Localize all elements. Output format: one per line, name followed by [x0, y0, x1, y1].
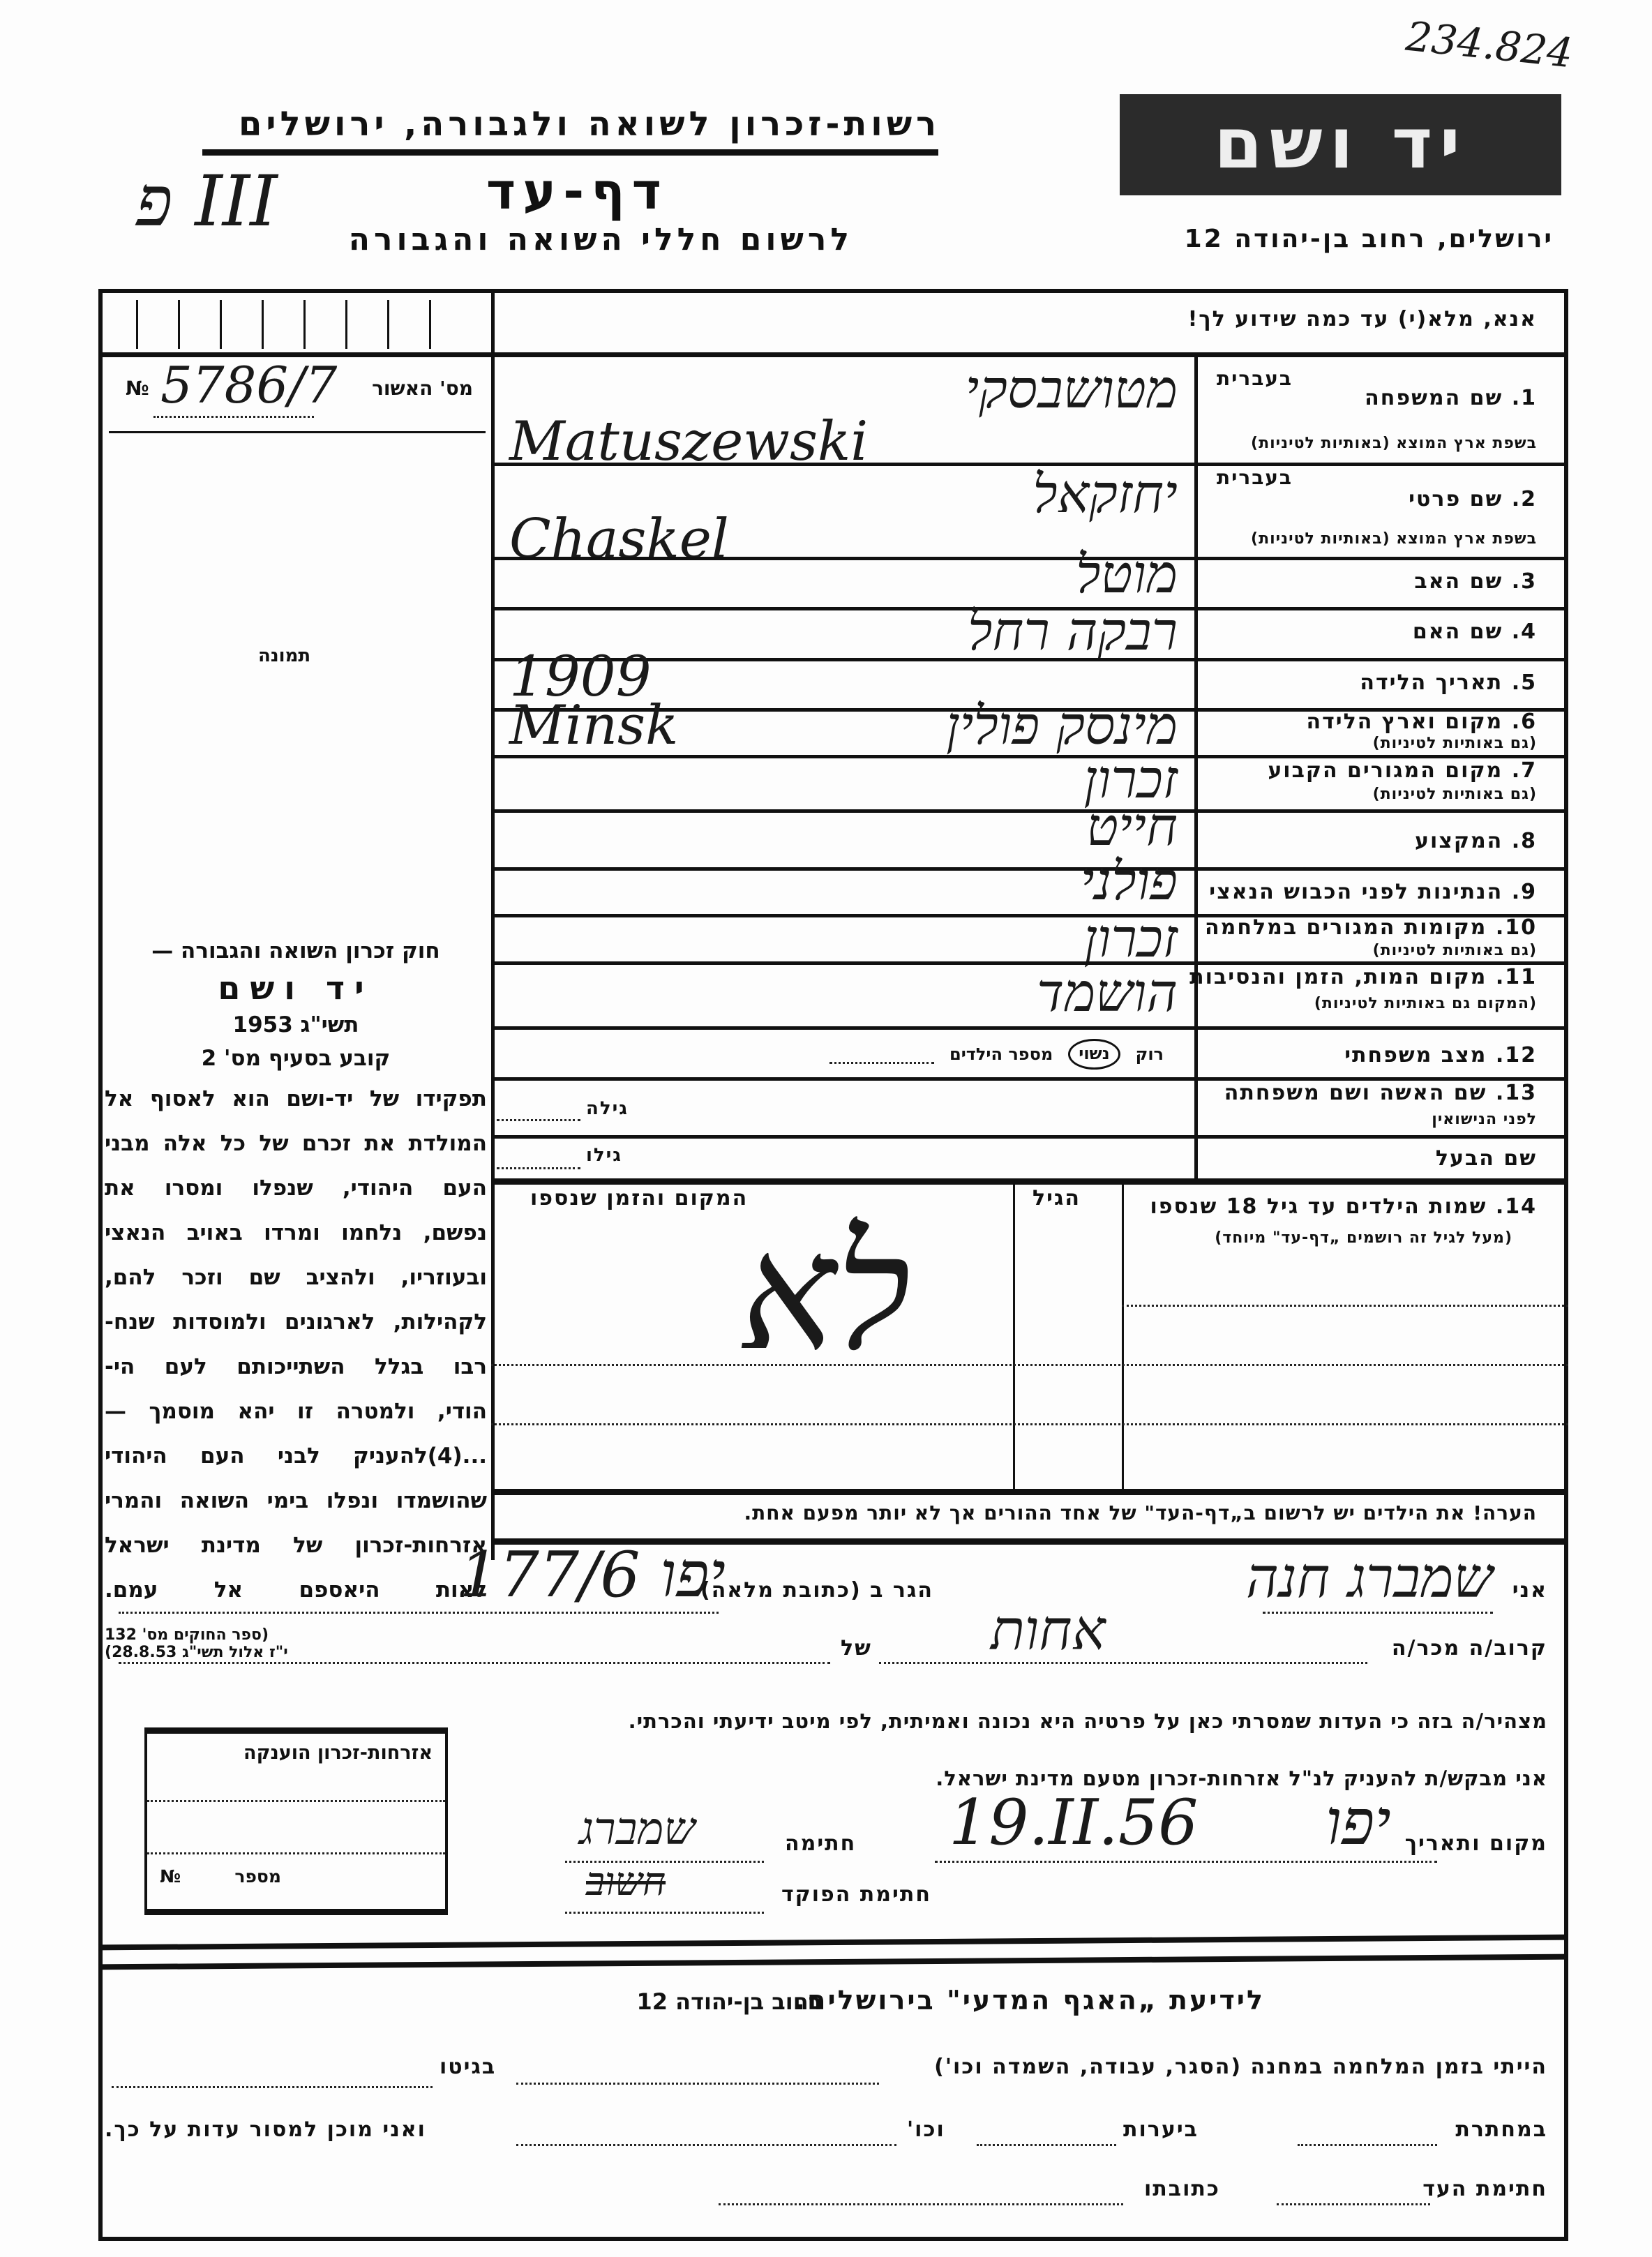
col-age: הגיל — [1032, 1186, 1081, 1210]
field-label — [1436, 1146, 1537, 1171]
field-label-text: מקום המגורים הקבוע — [1268, 758, 1503, 783]
relation-label: קרוב/ה מכר/ה — [1391, 1636, 1547, 1660]
header-address: ירושלים, רחוב בן-יהודה 12 — [1184, 225, 1554, 253]
page-subtitle: לרשום חללי השואה והגבורה — [348, 222, 853, 257]
field-label-text: שם הבעל — [1435, 1146, 1537, 1171]
law-name: יד ושם — [218, 969, 374, 1007]
witness-signature-underline — [1277, 2203, 1430, 2205]
date-value: 19.II.56 — [949, 1786, 1199, 1859]
field-value-hebrew: פולני — [1080, 850, 1178, 912]
camp-label: הייתי בזמן המלחמה במחנה (הסגר, עבודה, השמדה וכו') — [934, 2055, 1547, 2079]
i-label: אני — [1512, 1578, 1547, 1603]
witness-signature-label: חתימת העד — [1422, 2177, 1547, 2201]
field-label-text: מקום המות, הזמן והנסיבות — [1189, 965, 1487, 989]
etc-underline — [516, 2144, 896, 2146]
children-count-line — [829, 1044, 934, 1064]
field-value-latin: Minsk — [509, 694, 679, 757]
underground-underline — [1298, 2144, 1437, 2146]
field-sub-label: בשפת ארץ המוצא (באותיות לטיניות) — [1251, 435, 1537, 452]
hebrew-tag: בעברית — [1216, 367, 1293, 390]
field-row-rule — [491, 1026, 1568, 1030]
witness-address-label: כתובתו — [1144, 2177, 1220, 2201]
field-label — [1189, 965, 1537, 989]
field-value-hebrew: 1909 — [509, 644, 652, 709]
law-section: קובע בסעיף מס' 2 — [201, 1046, 391, 1071]
bottom-address: רחוב בן-יהודה 12 — [636, 1988, 822, 2015]
place-date-label: מקום ותאריך — [1404, 1831, 1547, 1856]
law-line: ...(4)להעניק לבני העם היהודי — [105, 1444, 487, 1469]
field-row-rule — [491, 1135, 1568, 1139]
law-line: לקהילות, לארגונים ולמוסדות שנח- — [105, 1310, 487, 1335]
approval-underline — [153, 416, 314, 418]
field-label-text: שם האשה ושם משפחתה — [1224, 1081, 1487, 1105]
field-label-text: שם האם — [1412, 620, 1503, 644]
signature-label: חתימה — [785, 1831, 857, 1856]
marital-option: רוק — [1135, 1044, 1164, 1064]
relation-value: אחות — [991, 1598, 1106, 1663]
age-underline — [497, 1167, 580, 1169]
hebrew-tag: בעברית — [1216, 466, 1293, 489]
child-row-line — [1122, 1305, 1568, 1307]
children-handwritten: לא — [739, 1200, 911, 1386]
child-row-line — [491, 1364, 1568, 1366]
officer-label: חתימת הפוקד — [781, 1882, 931, 1907]
field-value-hebrew: חייט — [1086, 795, 1178, 857]
archive-number: 234.824 — [1404, 12, 1575, 77]
logo-text: יד ושם — [1214, 103, 1467, 184]
field-row-rule — [491, 557, 1568, 560]
field-number: 3. — [1511, 569, 1537, 594]
approval-no-sign: № — [126, 377, 149, 400]
forests-label: ביערות — [1123, 2117, 1199, 2142]
law-title: חוק זכרון השואה והגבורה — — [151, 938, 440, 963]
field-label — [1205, 915, 1537, 940]
child-row-line — [491, 1423, 1568, 1425]
field-sub-label: (גם באותיות לטיניות) — [1372, 942, 1537, 959]
label-column-divider — [1194, 352, 1198, 1178]
law-line: הודי, ולמטרה זו יהא מוסמך — — [105, 1399, 487, 1424]
field-label-text: מצב משפחתי — [1344, 1043, 1487, 1067]
law-source-2: י"ז אלול תשי"ג 28.8.53) — [105, 1644, 288, 1661]
field-value-latin: Chaskel — [509, 508, 729, 571]
field-label — [1415, 829, 1537, 853]
officer-signature: חשוב — [586, 1859, 666, 1905]
field-number: 2. — [1511, 487, 1537, 511]
residing-label: הגר ב (כתובת מלאה) — [700, 1578, 933, 1603]
field-sub-label: (גם באותיות לטיניות) — [1372, 786, 1537, 803]
field-label — [1209, 880, 1537, 904]
ghetto-underline — [112, 2086, 433, 2088]
field-label-text: מקומות המגורים במלחמה — [1205, 915, 1487, 940]
etc-label: וכו' — [907, 2117, 945, 2142]
field-label — [1413, 620, 1537, 644]
children-top-rule — [491, 1178, 1568, 1185]
handwritten-mark: פ III — [136, 160, 278, 242]
note-text: הערה! את הילדים יש לרשום ב„דף-העד" של אחד ההורים אך לא יותר מפעם אחת. — [744, 1501, 1537, 1524]
field-number: 7. — [1511, 758, 1537, 783]
approval-number: 5786/7 — [160, 356, 338, 414]
field-label-text: המקצוע — [1414, 829, 1503, 853]
left-column-divider — [491, 289, 495, 1560]
field-sub-label: (המקום גם באותיות לטיניות) — [1314, 995, 1537, 1012]
officer-underline — [565, 1912, 764, 1914]
signature-value: שמברג — [579, 1804, 696, 1855]
field-label-text: הנתינות לפני הכבוש הנאצי — [1209, 880, 1503, 904]
citizenship-no-sign: № — [160, 1866, 181, 1887]
header-rule — [202, 149, 938, 156]
marital-option: מספר הילדים — [949, 1044, 1053, 1064]
law-line: העם היהודי, שנפלו ומסרו את — [105, 1176, 487, 1201]
field-number: 5. — [1511, 670, 1537, 695]
field-label-text: שם המשפחה — [1365, 386, 1503, 410]
approval-rule — [109, 431, 486, 433]
field-label-text: שם פרטי — [1409, 487, 1503, 511]
authority-name: רשות-זכרון לשואה ולגבורה, ירושלים — [238, 105, 940, 144]
forests-underline — [977, 2144, 1116, 2146]
marital-status-options — [829, 1044, 1164, 1064]
page-title: דף-עד — [486, 162, 668, 220]
law-box — [105, 938, 487, 1661]
citizenship-box — [144, 1727, 448, 1915]
field-label-text: שם האב — [1414, 569, 1503, 594]
of-underline — [119, 1662, 830, 1664]
field-label — [1365, 386, 1537, 410]
children-text: שמות הילדים עד גיל 18 שנספו — [1150, 1194, 1487, 1219]
witness-address-underline — [719, 2203, 1123, 2205]
field-label-text: תאריך הלידה — [1360, 670, 1503, 695]
children-sub: (מעל לגיל זה רושמים „דף-עד" מיוחד) — [1215, 1229, 1512, 1247]
field-number: 13. — [1495, 1081, 1537, 1105]
field-number: 1. — [1511, 386, 1537, 410]
address-underline — [119, 1612, 719, 1614]
field-value-hebrew: זכרון — [1083, 748, 1178, 810]
field-label-text: מקום וארץ הלידה — [1306, 710, 1503, 734]
children-col-divider — [1122, 1183, 1124, 1490]
field-label — [1414, 569, 1537, 594]
law-line: נפשם, נלחמו ומרדו באויב הנאצי — [105, 1220, 487, 1245]
camp-underline — [516, 2083, 879, 2085]
field-number: 12. — [1495, 1043, 1537, 1067]
field-label — [1409, 487, 1537, 511]
relation-underline — [879, 1662, 1367, 1664]
law-year: תשי"ג 1953 — [232, 1012, 359, 1037]
col-place: המקום והזמן שנספו — [530, 1186, 749, 1210]
approval-label: מס' האשור — [372, 377, 473, 400]
age-label: גילה — [586, 1098, 629, 1119]
law-line: אזרחות-זכרון של מדינת ישראל — [105, 1533, 487, 1558]
citizenship-title: אזרחות-זכרון הוענקה — [243, 1742, 433, 1764]
underground-label: במחתרת — [1455, 2117, 1547, 2142]
field-sub-label: (גם באותיות לטיניות) — [1372, 735, 1537, 752]
field-value-hebrew: יחזקאל — [1032, 463, 1178, 525]
field-label — [1344, 1043, 1537, 1067]
marital-option-selected: נשוי — [1068, 1039, 1120, 1070]
law-text — [105, 1077, 487, 1612]
field-label — [1360, 670, 1537, 695]
field-value-hebrew: מינסק פולין — [946, 694, 1178, 756]
field-number: 11. — [1495, 965, 1537, 989]
field-sub-label: לפני הנישואין — [1432, 1111, 1537, 1128]
submitter-address: יפו 177/6 — [459, 1538, 726, 1612]
age-underline — [497, 1119, 580, 1121]
field-label — [1224, 1081, 1537, 1105]
citizenship-line — [147, 1852, 445, 1854]
citizenship-line — [147, 1800, 445, 1802]
citizenship-number-label: מספר — [234, 1866, 281, 1887]
instruction-text: אנא, מלא(י) עד כמה שידוע לך! — [1187, 307, 1537, 331]
field-number: 6. — [1511, 710, 1537, 734]
submitter-name: שמברג חנה — [1246, 1545, 1493, 1610]
field-value-hebrew: זכרון — [1083, 907, 1178, 969]
field-number: 8. — [1511, 829, 1537, 853]
field-value-latin: Matuszewski — [509, 410, 869, 473]
field-row-rule — [491, 867, 1568, 871]
children-label — [1150, 1194, 1537, 1219]
field-number: 9. — [1511, 880, 1537, 904]
field-value-hebrew: מוטל — [1076, 543, 1178, 605]
law-line: שהושמדו ונפלו בימי השואה והמרי — [105, 1488, 487, 1513]
age-label: גילו — [586, 1145, 622, 1166]
law-line: רבו בגלל השתייכותם לעם הי- — [105, 1354, 487, 1379]
field-row-rule — [491, 463, 1568, 466]
statement-text: מצהיר/ה בזה כי העדות שמסרתי כאן על פרטיה היא נכונה ואמיתית, לפי מיטב ידיעתי והכרתי. — [628, 1709, 1547, 1733]
field-row-rule — [491, 658, 1568, 661]
field-label — [1307, 710, 1537, 734]
law-line: המולדת את זכרם של כל אלה מבני — [105, 1131, 487, 1156]
yad-vashem-logo — [1120, 94, 1561, 195]
children-num: 14. — [1495, 1194, 1537, 1219]
law-line: ובעוזריו, ולהציב שם וזכר להם, — [105, 1265, 487, 1290]
note-top-rule — [491, 1489, 1568, 1495]
field-value-hebrew: הושמד — [1036, 961, 1178, 1023]
law-line: לאות היאספם אל עמם. — [105, 1577, 487, 1603]
of-label: של — [841, 1636, 872, 1660]
name-underline — [1263, 1612, 1493, 1614]
place-value: יפו — [1326, 1786, 1391, 1859]
field-sub-label: בשפת ארץ המוצא (באותיות לטיניות) — [1251, 530, 1537, 548]
ghetto-label: בגיטו — [440, 2055, 497, 2079]
tick-marks — [136, 300, 471, 349]
field-value-hebrew: רבקה רחל — [967, 600, 1178, 662]
field-value-hebrew: מטושבסקי — [965, 358, 1178, 420]
field-number: 10. — [1495, 915, 1537, 940]
photo-label: תמונה — [258, 645, 311, 666]
ready-to-testify: ואני מוכן למסור עדות על כך. — [105, 2117, 426, 2142]
law-source-1: (ספר החוקים מס' 132 — [105, 1626, 269, 1644]
place-date-underline — [935, 1861, 1437, 1863]
field-row-rule — [491, 809, 1568, 813]
field-label — [1268, 758, 1537, 783]
law-line: תפקידו של יד-ושם הוא לאסוף אל — [105, 1086, 487, 1111]
request-text: אני מבקש/ת להעניק לנ"ל אזרחות-זכרון מטעם מדינת ישראל. — [936, 1767, 1547, 1790]
age-col-divider — [1013, 1183, 1015, 1490]
field-number: 4. — [1511, 620, 1537, 644]
bottom-title: לידיעת „האגף המדעי" בירושלים. — [795, 1985, 1265, 2016]
